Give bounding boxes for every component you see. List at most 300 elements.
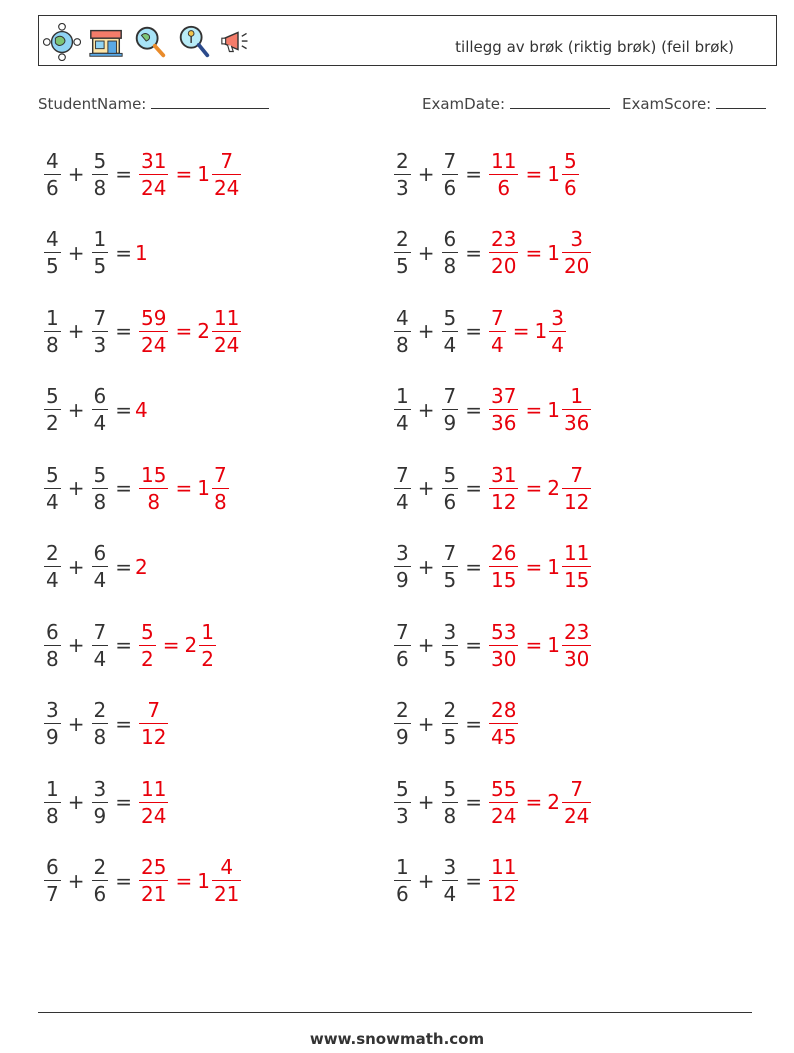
numerator: 1 [201,619,214,644]
numerator: 5 [46,462,59,487]
equals-sign: = [525,240,543,265]
fraction [212,148,241,200]
denominator: 9 [396,725,409,749]
denominator: 4 [443,332,457,357]
numerator: 4 [220,855,234,879]
fraction [549,305,566,357]
denominator: 8 [46,803,59,828]
numerator: 7 [93,305,107,330]
equals-sign: = [525,790,543,814]
numerator: 5 [93,462,107,487]
numerator: 2 [93,855,107,879]
numerator: 31 [491,462,517,487]
denominator: 12 [563,489,590,514]
plus-sign: + [417,476,435,500]
denominator: 3 [396,175,409,200]
denominator: 8 [213,489,227,514]
mixed-whole: 1 [547,240,560,265]
problem-item [40,848,245,914]
fraction [562,776,591,828]
problem-item [390,298,570,364]
numerator: 55 [491,776,517,801]
fraction [442,305,459,357]
footer-url: www.snowmath.com [309,1030,485,1048]
numerator: 11 [563,541,590,565]
equals-sign: = [115,790,132,814]
denominator: 6 [396,646,409,671]
numerator: 6 [46,619,59,644]
numerator: 1 [46,305,59,330]
equals-sign: = [465,162,482,186]
fraction [562,386,591,433]
numerator: 1 [396,855,409,879]
denominator: 2 [46,411,59,435]
fraction [92,148,109,200]
fraction [442,229,459,276]
denominator: 9 [443,411,457,435]
equals-sign: = [115,162,132,186]
denominator: 4 [396,489,409,514]
fraction [139,776,168,828]
problem-item [40,612,220,678]
numerator: 11 [141,776,167,801]
student-name-field [38,94,269,113]
denominator: 2 [201,646,214,671]
fraction [394,619,411,671]
numerator: 3 [396,541,409,565]
numerator: 7 [213,462,227,487]
fraction [44,619,61,671]
denominator: 8 [443,254,457,278]
denominator: 24 [213,175,240,200]
plus-sign: + [67,711,85,736]
denominator: 8 [396,332,409,357]
fraction [394,857,411,904]
numerator: 1 [396,384,409,408]
plus-sign: + [67,868,85,893]
fraction [489,700,518,747]
numerator: 2 [396,148,409,173]
numerator: 3 [551,305,564,330]
fraction [442,619,459,671]
denominator: 12 [491,489,517,514]
numerator: 3 [443,855,457,879]
denominator: 9 [396,568,409,592]
fraction [394,462,411,514]
plus-sign: + [417,162,435,186]
fraction [442,148,459,200]
problem-item [40,769,172,835]
fraction [92,700,109,747]
equals-sign: = [115,397,132,422]
numerator: 7 [93,619,107,644]
fraction [92,543,109,590]
denominator: 45 [491,725,517,749]
fraction [394,229,411,276]
exam-score-label: ExamScore: [622,95,712,113]
mixed-whole: 2 [547,790,560,814]
denominator: 21 [141,882,167,906]
fraction [442,700,459,747]
fraction [139,619,156,671]
mixed-whole: 1 [547,554,560,579]
fraction [139,305,168,357]
numerator: 7 [491,305,504,330]
numerator: 7 [570,462,584,487]
fraction [44,386,61,433]
denominator: 3 [396,803,409,828]
plus-sign: + [417,868,435,893]
fraction [212,857,241,904]
fraction [394,776,411,828]
denominator: 24 [563,803,590,828]
denominator: 8 [46,332,59,357]
denominator: 24 [141,803,167,828]
megaphone-icon [219,23,257,61]
numerator: 11 [491,148,517,173]
equals-sign: = [175,319,193,343]
denominator: 8 [93,725,107,749]
denominator: 6 [396,882,409,906]
plus-sign: + [417,319,435,343]
equals-sign: = [465,711,482,736]
numerator: 2 [396,698,409,722]
denominator: 15 [491,568,517,592]
equals-sign: = [115,476,132,500]
equals-sign: = [525,162,543,186]
problem-item [390,377,595,443]
denominator: 5 [46,254,59,278]
plus-sign: + [417,711,435,736]
mixed-whole: 1 [547,162,560,186]
denominator: 24 [141,175,167,200]
denominator: 8 [443,803,457,828]
fraction [212,305,241,357]
equals-sign: = [525,476,543,500]
numerator: 28 [491,698,517,722]
denominator: 6 [563,175,577,200]
equals-sign: = [175,868,193,893]
problem-item [390,141,583,207]
denominator: 36 [563,411,590,435]
problem-item [40,691,172,757]
numerator: 3 [443,619,457,644]
denominator: 8 [139,488,168,512]
numerator: 7 [396,619,409,644]
denominator: 6 [46,175,59,200]
student-name-label: StudentName: [38,95,147,113]
denominator: 30 [491,646,517,671]
magnifier-key-icon [175,23,213,61]
mixed-whole: 1 [534,319,548,343]
problem-item [40,220,148,286]
denominator: 36 [491,411,517,435]
denominator: 4 [46,489,59,514]
equals-sign: = [175,476,193,500]
equals-sign: = [115,554,132,579]
numerator: 2 [93,698,107,722]
denominator: 2 [141,646,154,671]
numerator: 7 [443,541,457,565]
numerator: 4 [46,227,59,251]
fraction [489,857,518,904]
numerator: 2 [443,698,457,722]
numerator: 59 [141,305,167,330]
fraction [394,543,411,590]
denominator: 24 [491,803,517,828]
numerator: 4 [46,148,59,173]
denominator: 3 [93,332,107,357]
numerator: 5 [93,148,107,173]
mixed-whole: 1 [547,633,560,657]
equals-sign: = [162,633,180,657]
numerator: 3 [570,227,584,251]
numerator: 2 [396,227,409,251]
numerator: 5 [563,148,577,173]
denominator: 8 [93,175,107,200]
exam-score-field [622,94,766,113]
numerator: 7 [396,462,409,487]
numerator: 53 [491,619,517,644]
mixed-whole: 1 [197,868,210,893]
denominator: 21 [213,882,240,906]
equals-sign: = [465,554,482,579]
problem-item [40,141,245,207]
fraction [489,229,518,276]
fraction [562,462,591,514]
mixed-whole: 2 [184,633,198,657]
equals-sign: = [465,790,482,814]
numerator: 7 [443,148,457,173]
numerator: 1 [46,776,59,801]
fraction [489,305,506,357]
denominator: 5 [443,568,457,592]
problem-item [390,534,595,600]
fraction [442,386,459,433]
fraction [489,462,518,514]
numerator: 2 [46,541,59,565]
answer-integer: 4 [135,397,148,422]
denominator: 24 [213,332,240,357]
exam-score-blank[interactable] [716,94,766,109]
denominator: 8 [93,489,107,514]
problem-item [40,534,148,600]
denominator: 9 [93,803,107,828]
fraction [394,305,411,357]
numerator: 6 [46,855,59,879]
denominator: 4 [93,411,107,435]
denominator: 6 [489,174,518,198]
fraction [44,776,61,828]
denominator: 9 [46,725,59,749]
fraction [394,148,411,200]
denominator: 5 [443,646,457,671]
answer-integer: 1 [135,240,148,265]
worksheet-title: tillegg av brøk (riktig brøk) (feil brøk) [455,38,734,56]
numerator: 1 [93,227,107,251]
fraction [44,700,61,747]
denominator: 6 [443,175,457,200]
plus-sign: + [417,397,435,422]
equals-sign: = [465,397,482,422]
problem-item [390,455,595,521]
problem-item [390,220,595,286]
equals-sign: = [115,633,132,657]
magnifier-globe-icon [131,23,169,61]
numerator: 26 [491,541,517,565]
fraction [562,148,579,200]
exam-date-field [422,94,610,113]
denominator: 6 [93,882,107,906]
fraction [44,857,61,904]
fraction [44,229,61,276]
answer-integer: 2 [135,554,148,579]
problem-item [390,848,522,914]
numerator: 23 [563,619,590,644]
denominator: 4 [93,646,107,671]
fraction [92,857,109,904]
exam-date-blank[interactable] [510,94,610,109]
plus-sign: + [417,633,435,657]
equals-sign: = [512,319,530,343]
fraction [139,462,168,514]
fraction [92,229,109,276]
fraction [442,543,459,590]
denominator: 12 [491,882,517,906]
fraction [44,543,61,590]
numerator: 6 [93,384,107,408]
numerator: 15 [141,462,167,487]
equals-sign: = [465,633,482,657]
equals-sign: = [115,240,132,265]
problem-item [390,769,595,835]
fraction [394,700,411,747]
equals-sign: = [465,319,482,343]
equals-sign: = [115,868,132,893]
numerator: 3 [93,776,107,801]
equals-sign: = [175,162,193,186]
storefront-icon [87,23,125,61]
denominator: 8 [46,646,59,671]
plus-sign: + [417,790,435,814]
numerator: 7 [220,148,234,173]
denominator: 4 [46,568,59,592]
denominator: 4 [396,411,409,435]
denominator: 5 [443,725,457,749]
numerator: 23 [491,227,517,251]
equals-sign: = [525,397,543,422]
fraction [442,776,459,828]
fraction [394,386,411,433]
numerator: 5 [443,462,457,487]
plus-sign: + [67,397,85,422]
mixed-whole: 2 [547,476,560,500]
fraction [489,148,518,200]
header-icons [43,22,257,62]
equals-sign: = [525,633,543,657]
plus-sign: + [67,162,85,186]
numerator: 11 [213,305,240,330]
denominator: 30 [563,646,590,671]
problem-item [390,612,595,678]
numerator: 5 [46,384,59,408]
equals-sign: = [465,868,482,893]
fraction [92,305,109,357]
fraction [44,148,61,200]
denominator: 24 [141,332,167,357]
globe-network-icon [43,23,81,61]
student-name-blank[interactable] [151,94,269,109]
equals-sign: = [115,711,132,736]
numerator: 7 [147,698,161,722]
numerator: 1 [570,384,584,408]
numerator: 5 [443,776,457,801]
equals-sign: = [115,319,132,343]
plus-sign: + [67,554,85,579]
numerator: 5 [443,305,457,330]
fraction [489,543,518,590]
denominator: 20 [491,254,517,278]
denominator: 4 [93,568,107,592]
numerator: 5 [141,619,154,644]
plus-sign: + [67,240,85,265]
problem-item [40,455,233,521]
numerator: 4 [396,305,409,330]
denominator: 12 [141,725,167,749]
numerator: 37 [491,384,517,408]
problem-item [40,298,245,364]
denominator: 5 [396,254,409,278]
denominator: 4 [551,332,564,357]
exam-date-label: ExamDate: [422,95,506,113]
denominator: 20 [563,254,590,278]
denominator: 5 [93,254,107,278]
fraction [139,700,168,747]
fraction [44,305,61,357]
plus-sign: + [67,790,85,814]
fraction [92,619,109,671]
mixed-whole: 1 [197,162,210,186]
fraction [562,543,591,590]
numerator: 7 [570,776,584,801]
mixed-whole: 1 [547,397,560,422]
fraction [139,857,168,904]
denominator: 4 [491,332,504,357]
numerator: 31 [141,148,167,173]
fraction [92,462,109,514]
problem-item [40,377,148,443]
header-box [38,15,777,66]
fraction [92,776,109,828]
equals-sign: = [525,554,543,579]
fraction [489,776,518,828]
denominator: 15 [563,568,590,592]
fraction [489,619,518,671]
fraction [199,619,216,671]
equals-sign: = [465,476,482,500]
problem-item [390,691,522,757]
plus-sign: + [67,476,85,500]
numerator: 11 [491,855,517,879]
denominator: 6 [443,489,457,514]
fraction [139,148,168,200]
numerator: 5 [396,776,409,801]
plus-sign: + [67,633,85,657]
plus-sign: + [417,240,435,265]
mixed-whole: 2 [197,319,210,343]
plus-sign: + [417,554,435,579]
fraction [489,386,518,433]
